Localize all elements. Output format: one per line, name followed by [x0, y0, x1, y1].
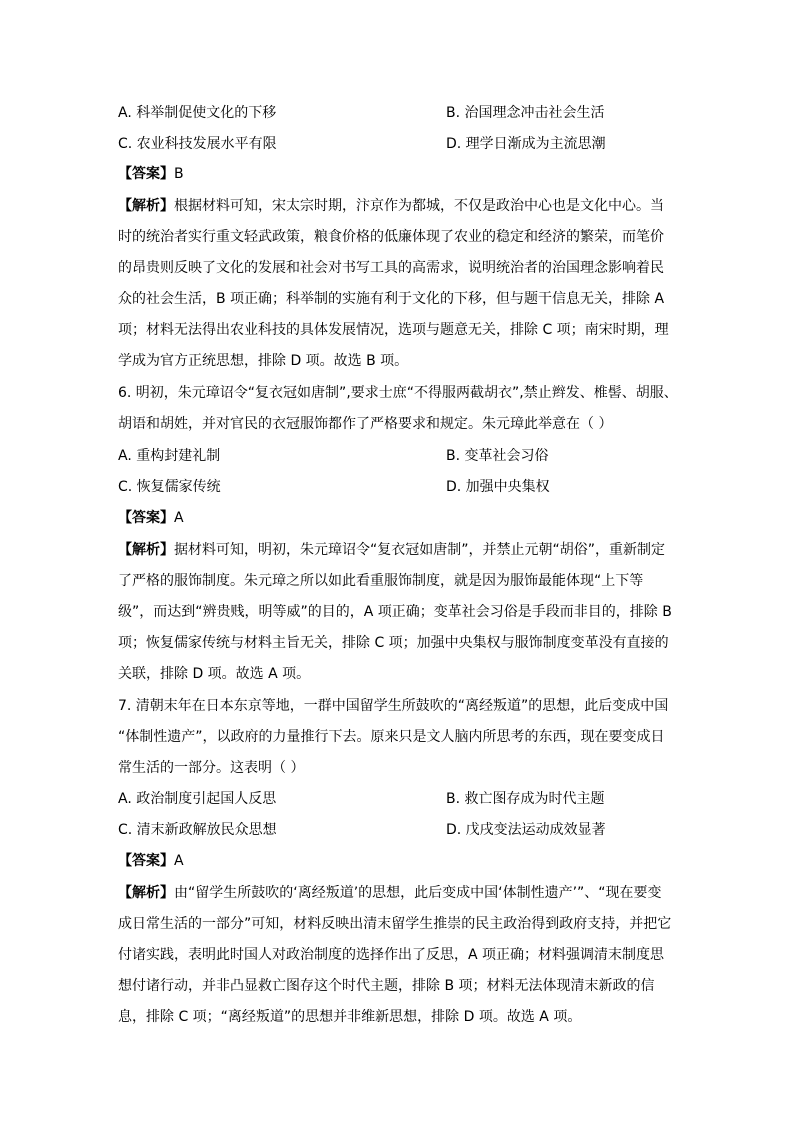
- q5-option-b: B. 治国理念冲击社会生活: [446, 105, 605, 121]
- q6-analysis-line: 级”，而达到“辨贵贱，明等威”的目的，A 项正确；变革社会习俗是手段而非目的，排除 B: [118, 604, 672, 620]
- q6-stem-line: 6. 明初，朱元璋诏令“复衣冠如唐制”,要求士庶“不得服两截胡衣”,禁止辫发、椎髻、胡服、: [118, 385, 678, 401]
- q5-analysis-line: 学成为官方正统思想，排除 D 项。故选 B 项。: [118, 353, 409, 369]
- q7-analysis-line: 成日常生活的一部分”可知，材料反映出清末留学生推崇的民主政治得到政府支持，并把它: [118, 916, 672, 932]
- q7-answer-value: A: [174, 853, 184, 869]
- q6-analysis-line: 了严格的服饰制度。朱元璋之所以如此看重服饰制度，就是因为服饰最能体现“上下等: [118, 573, 644, 589]
- q6-analysis-line: [118, 540, 678, 560]
- q6-analysis-line: 项；恢复儒家传统与材料主旨无关，排除 C 项；加强中央集权与服饰制度变革没有直接的: [118, 635, 669, 651]
- q5-answer: [118, 164, 678, 184]
- q7-answer-label: 【答案】: [118, 853, 174, 869]
- q6-stem-line: 胡语和胡姓，并对官民的衣冠服饰都作了严格要求和规定。朱元璋此举意在（ ）: [118, 416, 613, 432]
- q6-answer-label: 【答案】: [118, 510, 174, 526]
- q7-analysis-line: 想付诸行动，并非凸显救亡图存这个时代主题，排除 B 项；材料无法体现清末新政的信: [118, 978, 655, 994]
- q5-answer-label: 【答案】: [118, 166, 174, 182]
- q5-analysis-line: 众的社会生活，B 项正确；科举制的实施有利于文化的下移，但与题干信息无关，排除 A: [118, 291, 665, 307]
- q6-analysis-line: 关联，排除 D 项。故选 A 项。: [118, 666, 311, 682]
- q7-analysis-line: 息，排除 C 项；“离经叛道”的思想并非维新思想，排除 D 项。故选 A 项。: [118, 1009, 582, 1025]
- q6-option-a: A. 重构封建礼制: [118, 448, 221, 464]
- q7-answer: [118, 851, 678, 871]
- q7-analysis-line: [118, 883, 678, 903]
- q7-option-d: D. 戊戌变法运动成效显著: [446, 822, 606, 838]
- q6-analysis-label: 【解析】: [118, 542, 174, 558]
- q6-option-d: D. 加强中央集权: [446, 479, 550, 495]
- q5-analysis-line: [118, 196, 678, 216]
- q5-analysis-line: 时的统治者实行重文轻武政策，粮食价格的低廉体现了农业的稳定和经济的繁荣，而笔价: [118, 229, 664, 245]
- q7-analysis-text: 由“留学生所鼓吹的‘离经叛道’的思想，此后变成中国‘体制性遗产’”、“现在要变: [174, 885, 662, 901]
- q5-option-d: D. 理学日渐成为主流思潮: [446, 136, 606, 152]
- q5-option-c: C. 农业科技发展水平有限: [118, 136, 277, 152]
- q7-option-c: C. 清末新政解放民众思想: [118, 822, 277, 838]
- q5-analysis-line: 的昂贵则反映了文化的发展和社会对书写工具的高需求，说明统治者的治国理念影响着民: [118, 260, 664, 276]
- q7-analysis-line: 付诸实践，表明此时国人对政治制度的选择作出了反思，A 项正确；材料强调清末制度思: [118, 947, 665, 963]
- q7-stem-line: “体制性遗产”，以政府的力量推行下去。原来只是文人脑内所思考的东西，现在要变成日: [118, 729, 665, 745]
- q6-answer-value: A: [174, 510, 184, 526]
- q7-option-b: B. 救亡图存成为时代主题: [446, 791, 605, 807]
- q6-answer: [118, 508, 678, 528]
- q5-analysis-text: 根据材料可知，宋太宗时期，汴京作为都城，不仅是政治中心也是文化中心。当: [174, 198, 664, 214]
- q5-answer-value: B: [174, 166, 184, 182]
- q5-analysis-line: 项；材料无法得出农业科技的具体发展情况，选项与题意无关，排除 C 项；南宋时期，理: [118, 322, 669, 338]
- q7-stem-line: 7. 清朝末年在日本东京等地，一群中国留学生所鼓吹的“离经叛道”的思想，此后变成中国: [118, 698, 669, 714]
- q5-analysis-label: 【解析】: [118, 198, 174, 214]
- q6-option-c: C. 恢复儒家传统: [118, 479, 221, 495]
- q5-option-a: A. 科举制促使文化的下移: [118, 105, 277, 121]
- q7-option-a: A. 政治制度引起国人反思: [118, 791, 277, 807]
- q6-option-b: B. 变革社会习俗: [446, 448, 549, 464]
- q6-analysis-text: 据材料可知，明初，朱元璋诏令“复衣冠如唐制”，并禁止元朝“胡俗”，重新制定: [174, 542, 666, 558]
- q7-analysis-label: 【解析】: [118, 885, 174, 901]
- q7-stem-line: 常生活的一部分。这表明（ ）: [118, 760, 305, 776]
